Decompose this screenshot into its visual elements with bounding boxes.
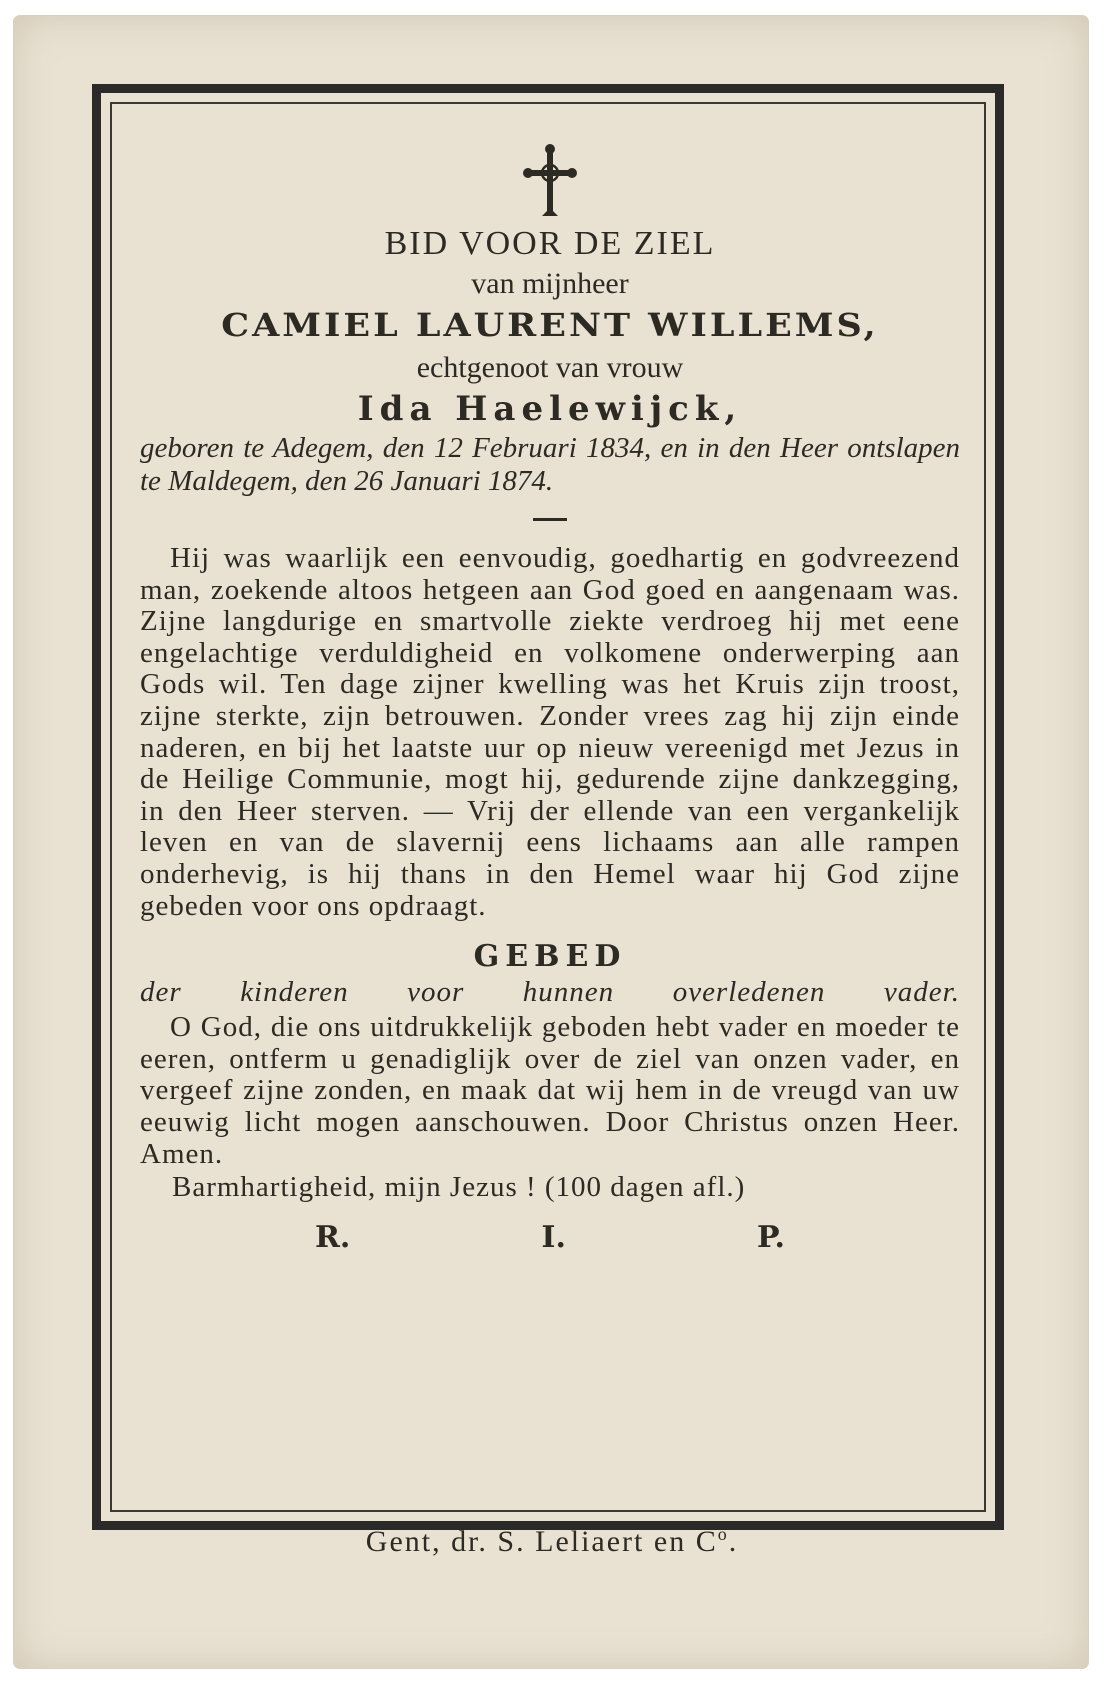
prayer-subtitle: der kinderen voor hunnen overledenen vader. [140, 976, 960, 1009]
printer-trailing: . [728, 1525, 739, 1558]
prayer-text: O God, die ons uitdrukkelijk geboden hebt vader en moeder te eeren, ontferm u genadiglijk over de ziel van onzen vader, en vergeef zijne zonden, en maak dat wij hem in de vreugd van uw eeuwig licht mogen aanschouwen. Door Christus onzen Heer. Amen. [140, 1011, 960, 1170]
rip-p: P. [756, 1220, 785, 1256]
spouse-name: Ida Haelewijck, [357, 389, 743, 429]
deceased-name: CAMIEL LAURENT WILLEMS, [221, 307, 879, 344]
printer-text: Gent, dr. S. Leliaert en C [365, 1525, 718, 1558]
card-content [140, 120, 960, 1255]
birth-death-dates: geboren te Adegem, den 12 Februari 1834, en in den Heer ontslapen te Maldegem, den 26 Januari 1874. [140, 432, 960, 497]
rip-r: R. [315, 1220, 351, 1256]
spouse-intro: echtgenoot van vrouw [416, 351, 684, 384]
rip-i: I. [541, 1220, 566, 1256]
heading: BID VOOR DE ZIEL [384, 225, 716, 262]
printer-imprint [0, 1524, 1104, 1559]
separator-dash [533, 518, 567, 521]
prayer-title: GEBED [473, 939, 627, 975]
van-line: van mijnheer [471, 267, 629, 300]
indulgence-line: Barmhartigheid, mijn Jezus ! (100 dagen afl.) [172, 1171, 746, 1204]
cross-icon [522, 144, 578, 220]
biography-text: Hij was waarlijk een eenvoudig, goedhartig en godvreezend man, zoekende altoos hetgeen aan God goed en aangenaam was. Zijne langdurige en smartvolle ziekte verdroeg hij met eene engelachtige verduldigheid en volkomene onderwerping aan Gods wil. Ten dage zijner kwelling was het Kruis zijn troost, zijne sterkte, zijn betrouwen. Zonder vrees zag hij zijn einde naderen, en bij het laatste uur op nieuw vereenigd met Jezus in de Heilige Communie, mogt hij, gedurende zijne dankzegging, in den Heer sterven. — Vrij der ellende van een vergankelijk leven en van de slavernij eens lichaams aan alle rampen onderhevig, is hij thans in den Hemel waar hij God zijne gebeden voor ons opdraagt. [140, 542, 960, 922]
printer-superscript: o [717, 1524, 729, 1544]
rip-initials [315, 1220, 785, 1255]
